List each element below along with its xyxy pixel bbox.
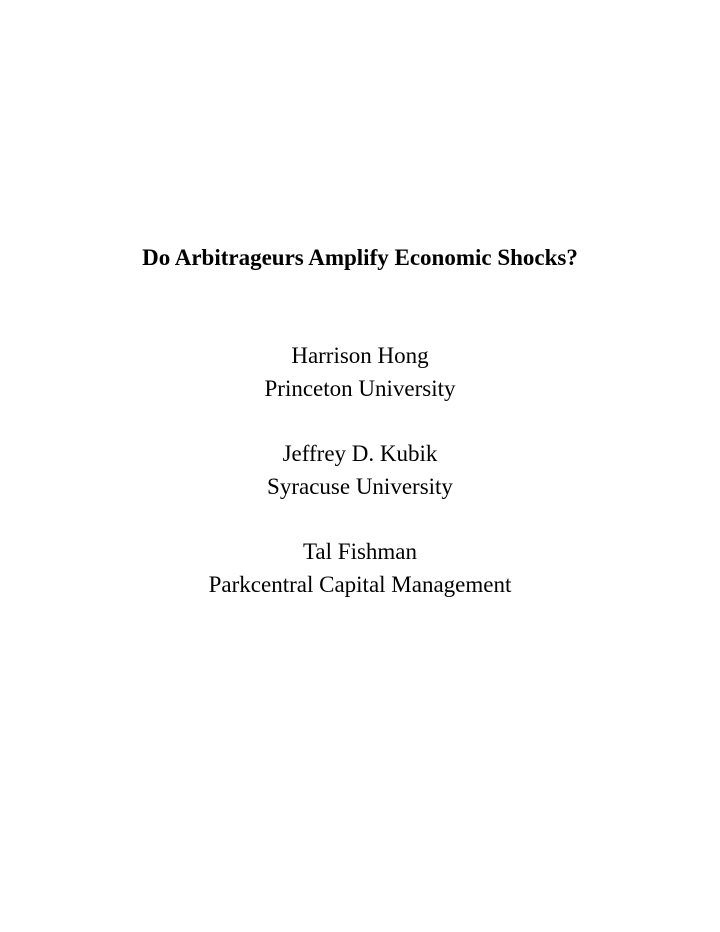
author-name: Jeffrey D. Kubik: [282, 441, 438, 466]
author-affiliation: Princeton University: [264, 376, 456, 401]
author-affiliation: Parkcentral Capital Management: [208, 572, 512, 597]
author-name: Harrison Hong: [291, 343, 429, 368]
author-affiliation: Syracuse University: [267, 474, 453, 499]
paper-title: Do Arbitrageurs Amplify Economic Shocks?: [142, 245, 578, 270]
author-name: Tal Fishman: [302, 539, 418, 564]
